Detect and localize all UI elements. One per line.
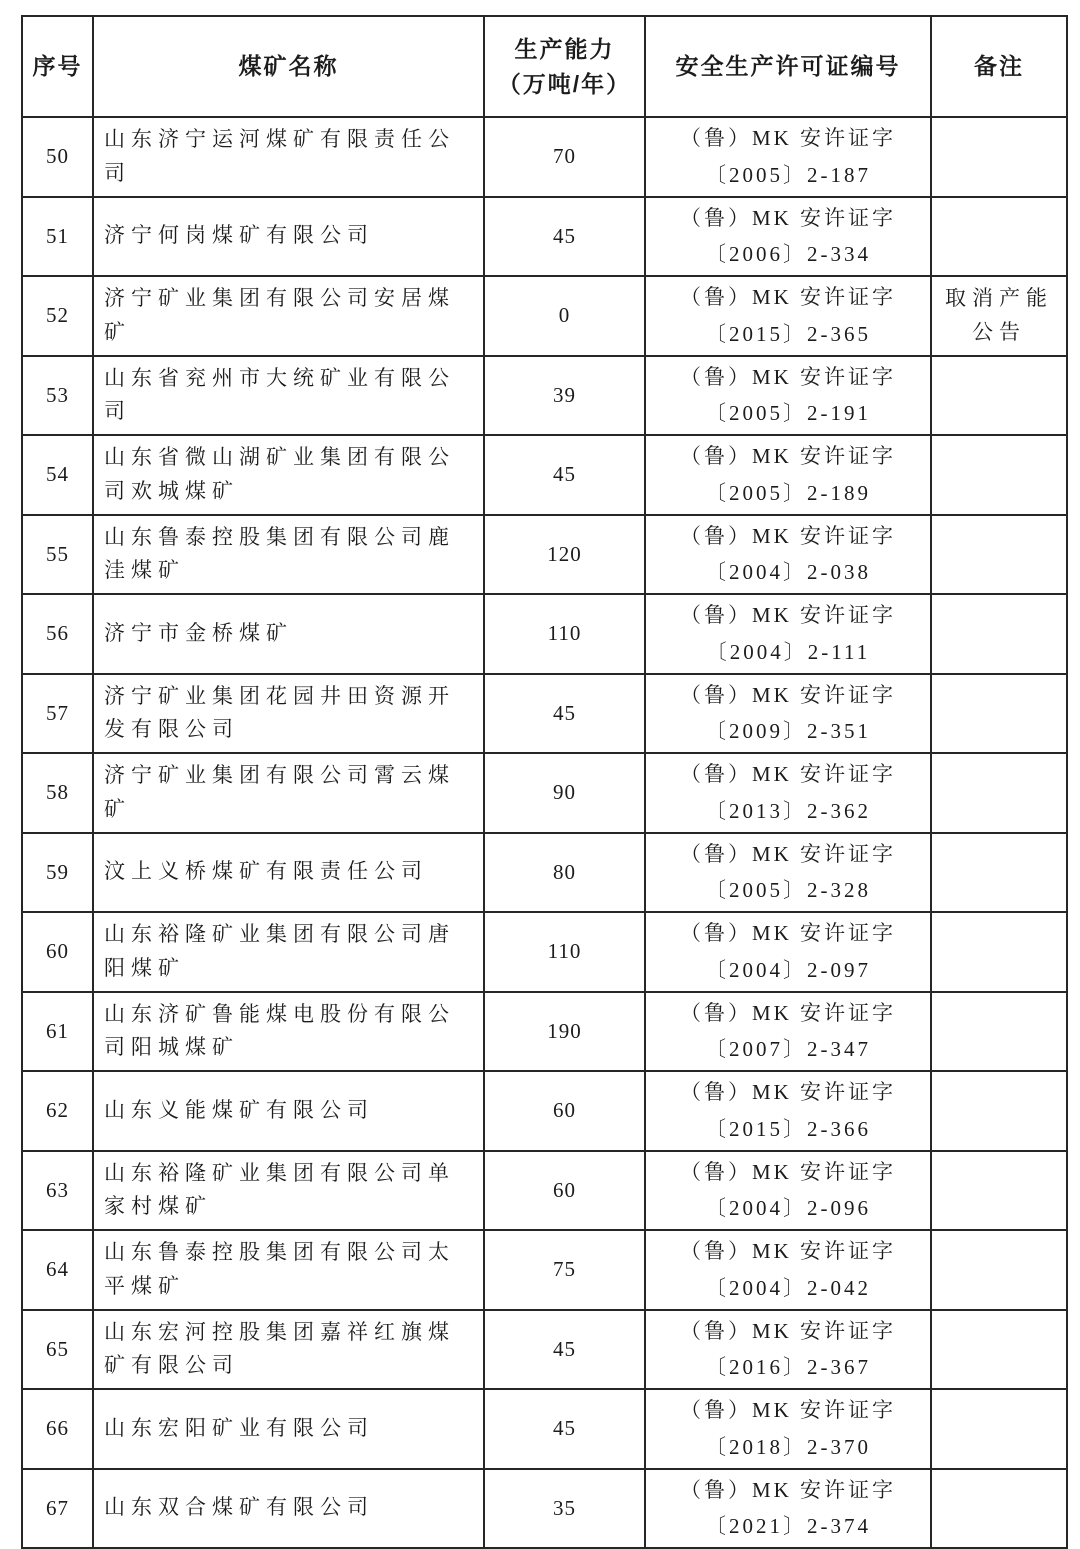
mine-name-cell: 山东鲁泰控股集团有限公司鹿洼煤矿 [93,515,484,595]
license-line2: 〔2005〕2-191 [705,401,871,426]
remark-cell [931,435,1067,515]
col-header-remark: 备注 [931,16,1067,117]
mine-name-cell: 山东省兖州市大统矿业有限公司 [93,356,484,436]
row-number-cell: 56 [22,594,93,674]
license-cell [645,515,931,595]
remark-cell [931,833,1067,913]
license-cell [645,276,931,356]
license-line2: 〔2004〕2-042 [705,1275,871,1300]
capacity-header-line2: （万吨/年） [497,70,632,97]
license-line1: （鲁）MK 安许证字 [679,1159,897,1184]
license-line1: （鲁）MK 安许证字 [679,285,897,309]
license-line1: （鲁）MK 安许证字 [679,841,897,866]
row-number-cell: 62 [22,1071,93,1151]
table-row [22,1071,1067,1151]
license-line2: 〔2015〕2-366 [705,1116,871,1141]
license-line1: （鲁）MK 安许证字 [679,523,897,548]
license-line1: （鲁）MK 安许证字 [679,1239,897,1263]
capacity-cell: 90 [484,753,645,833]
license-line2: 〔2018〕2-370 [705,1434,871,1459]
table-row [22,674,1067,754]
mine-name-cell: 山东裕隆矿业集团有限公司唐阳煤矿 [93,912,484,992]
license-cell [645,674,931,754]
license-cell [645,753,931,833]
row-number-cell: 58 [22,753,93,833]
license-line1: （鲁）MK 安许证字 [679,762,897,786]
license-cell [645,435,931,515]
remark-cell [931,117,1067,197]
capacity-cell: 60 [484,1151,645,1231]
capacity-cell: 190 [484,992,645,1072]
capacity-cell: 45 [484,197,645,277]
license-line2: 〔2004〕2-038 [705,560,871,585]
row-number-cell: 51 [22,197,93,277]
row-number-cell: 67 [22,1469,93,1549]
table-body [22,117,1067,1548]
license-cell [645,1151,931,1231]
row-number-cell: 55 [22,515,93,595]
mine-name-cell: 山东宏河控股集团嘉祥红旗煤矿有限公司 [93,1310,484,1390]
table-row [22,276,1067,356]
license-line2: 〔2021〕2-374 [705,1514,871,1539]
license-line1: （鲁）MK 安许证字 [679,1080,897,1104]
license-cell [645,197,931,277]
license-cell [645,356,931,436]
license-line2: 〔2005〕2-328 [705,878,871,903]
table-row [22,1310,1067,1390]
row-number-cell: 63 [22,1151,93,1231]
capacity-cell: 45 [484,1310,645,1390]
table-row [22,1230,1067,1310]
license-line1: （鲁）MK 安许证字 [679,603,897,627]
table-row [22,117,1067,197]
header-row [22,16,1067,117]
mine-name-cell: 济宁何岗煤矿有限公司 [93,197,484,277]
mine-name-cell: 山东济矿鲁能煤电股份有限公司阳城煤矿 [93,992,484,1072]
remark-cell [931,674,1067,754]
table-row [22,197,1067,277]
mine-name-cell: 济宁矿业集团花园井田资源开发有限公司 [93,674,484,754]
coal-mine-table [21,15,1068,1549]
capacity-cell: 120 [484,515,645,595]
table-row [22,753,1067,833]
license-cell [645,1071,931,1151]
row-number-cell: 64 [22,1230,93,1310]
row-number-cell: 50 [22,117,93,197]
remark-cell [931,1151,1067,1231]
license-line2: 〔2009〕2-351 [705,719,871,744]
capacity-cell: 110 [484,594,645,674]
license-line2: 〔2004〕2-096 [705,1196,871,1221]
remark-cell [931,1310,1067,1390]
mine-name-cell: 济宁市金桥煤矿 [93,594,484,674]
license-line2: 〔2015〕2-365 [705,321,871,346]
license-line1: （鲁）MK 安许证字 [679,205,897,230]
capacity-cell: 75 [484,1230,645,1310]
capacity-header-line1: 生产能力 [514,36,615,62]
license-cell [645,117,931,197]
license-line1: （鲁）MK 安许证字 [679,126,897,150]
license-cell [645,912,931,992]
capacity-cell: 0 [484,276,645,356]
license-line2: 〔2004〕2-097 [705,957,871,982]
col-header-license: 安全生产许可证编号 [645,16,931,117]
mine-name-cell: 山东鲁泰控股集团有限公司太平煤矿 [93,1230,484,1310]
license-cell [645,992,931,1072]
license-line1: （鲁）MK 安许证字 [679,1000,897,1025]
license-line1: （鲁）MK 安许证字 [679,364,897,389]
row-number-cell: 61 [22,992,93,1072]
table-row [22,515,1067,595]
remark-cell [931,1071,1067,1151]
remark-cell [931,197,1067,277]
row-number-cell: 54 [22,435,93,515]
table-header [22,16,1067,117]
license-cell [645,1469,931,1549]
license-line2: 〔2006〕2-334 [705,242,871,267]
table-row [22,992,1067,1072]
table-row [22,912,1067,992]
license-line1: （鲁）MK 安许证字 [679,1477,897,1502]
table-row [22,1151,1067,1231]
row-number-cell: 59 [22,833,93,913]
license-line1: （鲁）MK 安许证字 [679,1398,897,1422]
row-number-cell: 52 [22,276,93,356]
mine-name-cell: 济宁矿业集团有限公司安居煤矿 [93,276,484,356]
remark-cell [931,992,1067,1072]
col-header-no: 序号 [22,16,93,117]
mine-name-cell: 山东济宁运河煤矿有限责任公司 [93,117,484,197]
remark-cell [931,912,1067,992]
capacity-cell: 45 [484,435,645,515]
capacity-cell: 70 [484,117,645,197]
mine-name-cell: 汶上义桥煤矿有限责任公司 [93,833,484,913]
remark-cell [931,1469,1067,1549]
table-row [22,1469,1067,1549]
capacity-cell: 45 [484,674,645,754]
table-row [22,833,1067,913]
license-cell [645,833,931,913]
license-cell [645,594,931,674]
table-row [22,435,1067,515]
remark-cell: 取消产能公告 [931,276,1067,356]
license-line1: （鲁）MK 安许证字 [679,1318,897,1343]
col-header-capacity [484,16,645,117]
mine-name-cell: 山东义能煤矿有限公司 [93,1071,484,1151]
license-line1: （鲁）MK 安许证字 [679,682,897,707]
remark-cell [931,515,1067,595]
mine-name-cell: 山东宏阳矿业有限公司 [93,1389,484,1469]
license-cell [645,1230,931,1310]
license-line2: 〔2004〕2-111 [705,639,871,664]
remark-cell [931,1389,1067,1469]
row-number-cell: 53 [22,356,93,436]
license-cell [645,1310,931,1390]
license-line1: （鲁）MK 安许证字 [679,444,897,468]
capacity-cell: 45 [484,1389,645,1469]
remark-cell [931,594,1067,674]
mine-name-cell: 山东省微山湖矿业集团有限公司欢城煤矿 [93,435,484,515]
row-number-cell: 65 [22,1310,93,1390]
license-line1: （鲁）MK 安许证字 [679,921,897,945]
capacity-cell: 110 [484,912,645,992]
table-row [22,356,1067,436]
mine-name-cell: 济宁矿业集团有限公司霄云煤矿 [93,753,484,833]
license-line2: 〔2013〕2-362 [705,798,871,823]
license-line2: 〔2005〕2-187 [705,162,871,187]
license-line2: 〔2016〕2-367 [705,1355,871,1380]
row-number-cell: 60 [22,912,93,992]
capacity-cell: 60 [484,1071,645,1151]
license-line2: 〔2005〕2-189 [705,480,871,505]
remark-cell [931,753,1067,833]
capacity-cell: 80 [484,833,645,913]
capacity-cell: 39 [484,356,645,436]
remark-cell [931,356,1067,436]
table-row [22,594,1067,674]
license-line2: 〔2007〕2-347 [705,1037,871,1062]
license-cell [645,1389,931,1469]
row-number-cell: 57 [22,674,93,754]
table-row [22,1389,1067,1469]
row-number-cell: 66 [22,1389,93,1469]
capacity-cell: 35 [484,1469,645,1549]
mine-name-cell: 山东裕隆矿业集团有限公司单家村煤矿 [93,1151,484,1231]
remark-cell [931,1230,1067,1310]
mine-name-cell: 山东双合煤矿有限公司 [93,1469,484,1549]
col-header-mine-name: 煤矿名称 [93,16,484,117]
